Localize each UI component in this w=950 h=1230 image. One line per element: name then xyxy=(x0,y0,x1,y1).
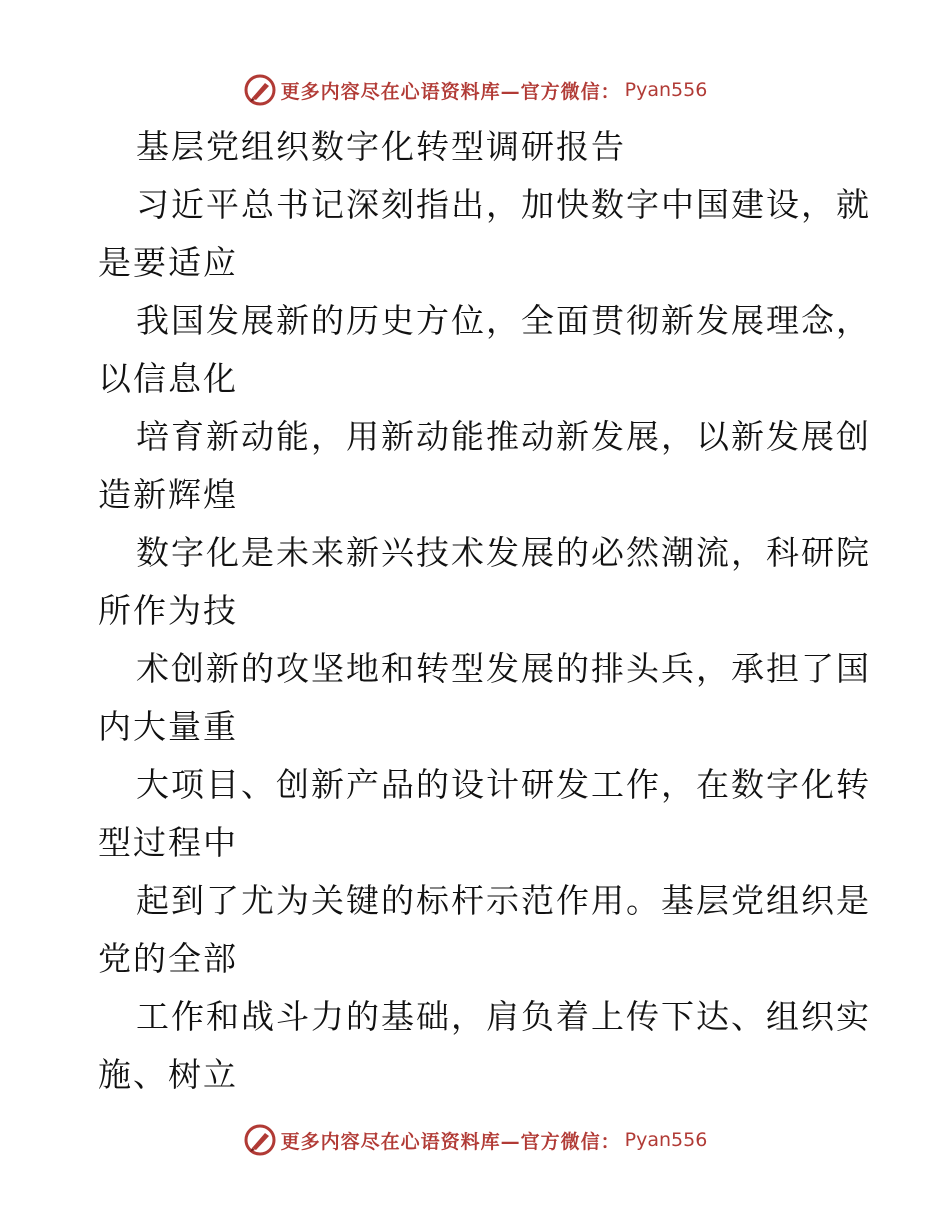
banner-contact: Pyan556 xyxy=(624,79,708,101)
body-line: 所作为技 xyxy=(98,591,238,630)
pen-logo-icon xyxy=(243,73,277,107)
body-line: 施、树立 xyxy=(98,1055,238,1094)
banner-contact: Pyan556 xyxy=(624,1129,708,1151)
body-line: 工作和战斗力的基础，肩负着上传下达、组织实 xyxy=(136,997,871,1036)
body-line: 培育新动能，用新动能推动新发展，以新发展创 xyxy=(136,417,871,456)
pen-logo-icon xyxy=(243,1123,277,1157)
body-line: 习近平总书记深刻指出，加快数字中国建设，就 xyxy=(136,185,871,224)
body-line: 是要适应 xyxy=(98,243,238,282)
document-title: 基层党组织数字化转型调研报告 xyxy=(136,127,626,166)
body-line: 内大量重 xyxy=(98,707,238,746)
banner-text: 更多内容尽在心语资料库—官方微信： xyxy=(280,1130,621,1153)
body-line: 型过程中 xyxy=(98,823,238,862)
body-line: 造新辉煌 xyxy=(98,475,238,514)
body-line: 我国发展新的历史方位，全面贯彻新发展理念， xyxy=(136,301,871,340)
body-line: 术创新的攻坚地和转型发展的排头兵，承担了国 xyxy=(136,649,871,688)
document-body xyxy=(98,118,871,1104)
body-line: 以信息化 xyxy=(98,359,238,398)
banner-text: 更多内容尽在心语资料库—官方微信： xyxy=(280,80,621,103)
body-line: 大项目、创新产品的设计研发工作，在数字化转 xyxy=(136,765,871,804)
body-line: 起到了尤为关键的标杆示范作用。基层党组织是 xyxy=(136,881,871,920)
body-line: 党的全部 xyxy=(98,939,238,978)
header-banner xyxy=(0,70,950,110)
footer-banner xyxy=(0,1120,950,1160)
body-line: 数字化是未来新兴技术发展的必然潮流，科研院 xyxy=(136,533,871,572)
